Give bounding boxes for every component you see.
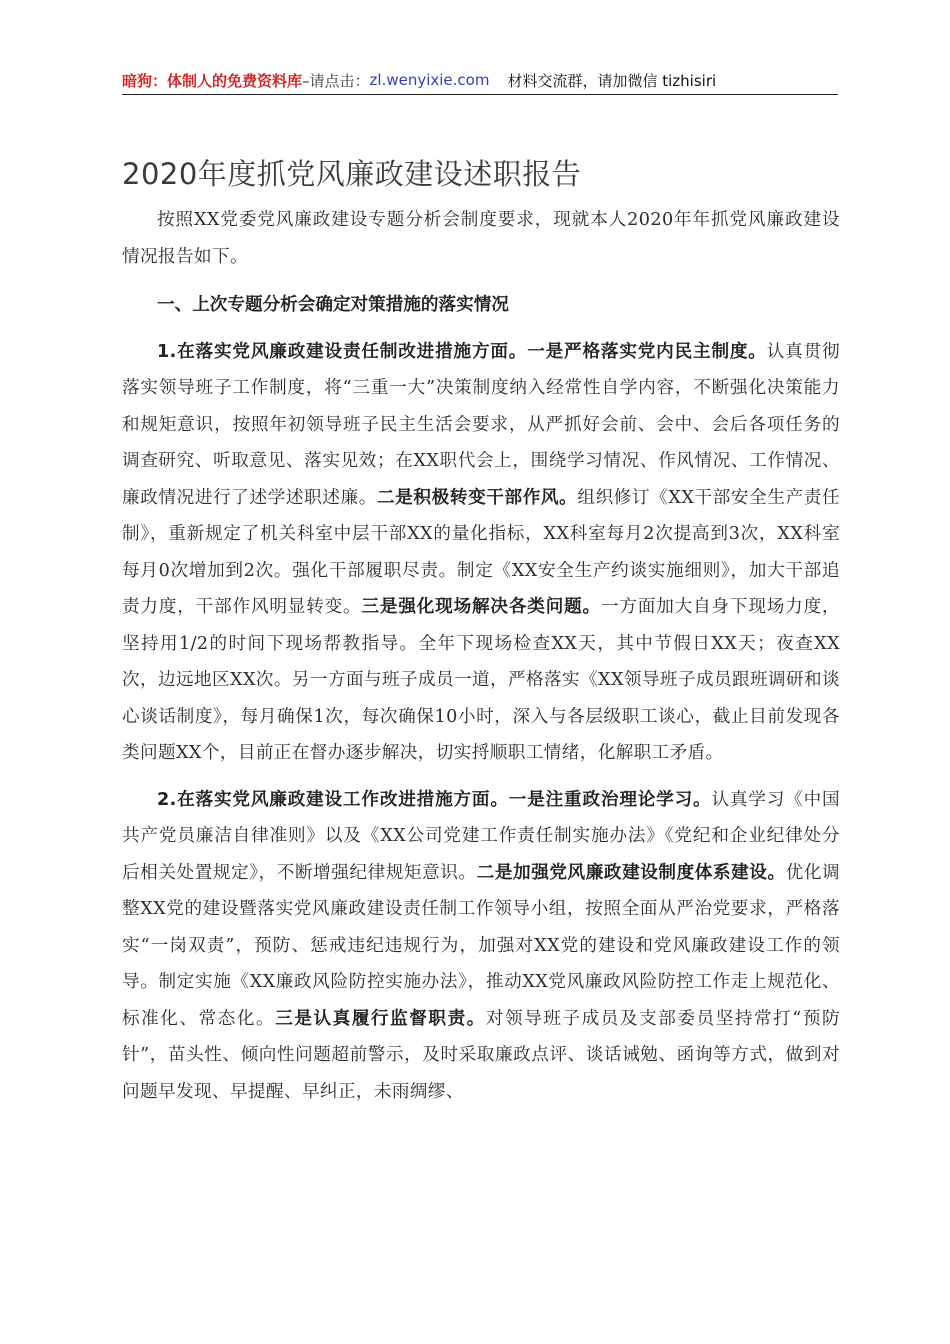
spacer <box>122 324 840 334</box>
p1-bold-2: 二是积极转变干部作风。 <box>377 487 578 508</box>
brand-text: 暗狗：体制人的免费资料库 <box>122 71 303 90</box>
document-body <box>122 186 840 1110</box>
p2-text-2: 优化调整XX党的建设暨落实党风廉政建设责任制工作领导小组，按照全面从严治党要求，严格落实“一岗双责”，预防、惩戒违纪违规行为，加强对XX党的建设和党风廉政建设工作的领导。制定实施《XX廉政风险防控实施办法》，推动XX党风廉政风险防控工作走上规范化、标准化、常态化。 <box>122 862 840 1029</box>
p1-text-1: 认真贯彻落实领导班子工作制度，将“三重一大”决策制度纳入经常性自学内容，不断强化决策能力和规矩意识，按照年初领导班子民主生活会要求，从严抓好会前、会中、会后各项任务的调查研究、听取意见、落实见效；在XX职代会上，围绕学习情况、作风情况、工作情况、廉政情况进行了述学述职述廉。 <box>122 341 841 508</box>
p1-bold-3: 三是强化现场解决各类问题。 <box>361 597 601 617</box>
intro-paragraph: 按照XX党委党风廉政建设专题分析会制度要求，现就本人2020年年抓党风廉政建设情况报告如下。 <box>122 210 840 267</box>
p2-bold-3: 三是认真履行监督职责。 <box>275 1008 486 1029</box>
p2-text-1: 认真学习《中国共产党员廉洁自律准则》以及《XX公司党建工作责任制实施办法》《党纪和企业纪律处分后相关处置规定》，不断增强纪律规矩意识。 <box>122 789 840 883</box>
p1-text-3: 一方面加大自身下现场力度，坚持用1/2的时间下现场帮教指导。全年下现场检查XX天，其中节假日XX天；夜查XX次，边远地区XX次。另一方面与班子成员一道，严格落实《XX领导班子成员跟班调研和谈心谈话制度》，每月确保1次，每次确保10小时，深入与各层级职工谈心，截止目前发现各类问题XX个，目前正在督办逐步解决，切实捋顺职工情绪，化解职工矛盾。 <box>122 597 841 763</box>
wechat-text: 材料交流群，请加微信 tizhisiri <box>507 71 717 90</box>
header-url-link[interactable]: zl.wenyixie.com <box>369 71 490 89</box>
spacer <box>122 772 840 782</box>
p1-bold-1: 1.在落实党风廉政建设责任制改进措施方面。一是严格落实党内民主制度。 <box>157 341 767 362</box>
page-header <box>122 66 838 94</box>
p2-bold-1: 2.在落实党风廉政建设工作改进措施方面。一是注重政治理论学习。 <box>157 789 712 810</box>
p1-text-2: 组织修订《XX干部安全生产责任制》，重新规定了机关科室中层干部XX的量化指标，XX科室每月2次提高到3次，XX科室每月0次增加到2次。强化干部履职尽责。制定《XX安全生产约谈实施细则》，加大干部追责力度，干部作风明显转变。 <box>122 487 840 617</box>
paragraph-2 <box>122 782 840 1111</box>
document-title: 2020年度抓党风廉政建设述职报告 <box>122 157 582 191</box>
section-heading-1: 一、上次专题分析会确定对策措施的落实情况 <box>157 295 509 315</box>
spacer <box>122 275 840 287</box>
paragraph-1 <box>122 334 840 772</box>
header-divider <box>122 94 838 95</box>
p2-bold-2: 二是加强党风廉政建设制度体系建设。 <box>476 862 786 883</box>
click-prefix: –请点击： <box>302 71 370 90</box>
p2-text-3: 对领导班子成员及支部委员坚持常打“预防针”，苗头性、倾向性问题超前警示，及时采取廉政点评、谈话诫勉、函询等方式，做到对问题早发现、早提醒、早纠正，未雨绸缪、 <box>122 1008 841 1102</box>
